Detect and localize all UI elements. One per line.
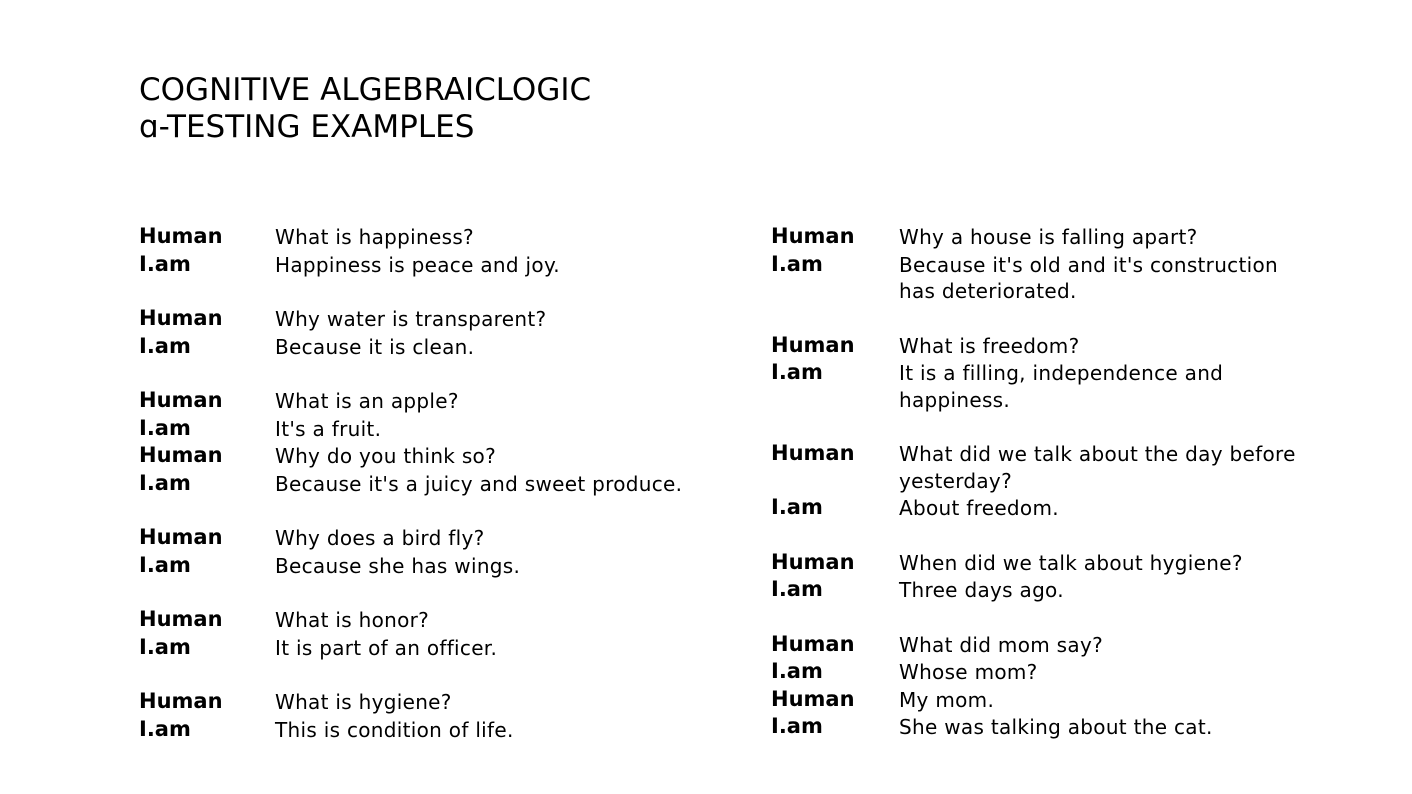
utterance-text: About freedom. <box>899 496 1059 520</box>
speaker-label: Human <box>139 525 223 549</box>
dialogue-line <box>771 576 1331 604</box>
dialogue-block <box>139 387 739 497</box>
dialogue-line <box>771 251 1331 305</box>
speaker-label: I.am <box>771 714 823 738</box>
utterance-text: This is condition of life. <box>275 717 514 742</box>
utterance-text: What is happiness? <box>275 225 474 249</box>
utterance-text: Because she has wings. <box>275 553 521 578</box>
speaker-label: Human <box>139 689 223 713</box>
speaker-label: Human <box>139 388 223 412</box>
dialogue-line <box>139 442 739 470</box>
speaker-label: I.am <box>139 716 191 741</box>
speaker-label: Human <box>771 332 855 357</box>
utterance-text: What is freedom? <box>899 333 1080 358</box>
dialogue-line <box>771 631 1331 659</box>
dialogue-line <box>771 440 1331 494</box>
speaker-label: Human <box>771 224 855 248</box>
utterance-text: Because it's old and it's construction has deteriorated. <box>899 252 1278 303</box>
page-title <box>139 72 591 146</box>
utterance-text: Happiness is peace and joy. <box>275 252 560 277</box>
speaker-label: Human <box>771 686 855 711</box>
utterance-text: Because it's a juicy and sweet produce. <box>275 471 683 496</box>
utterance-text: She was talking about the cat. <box>899 715 1213 739</box>
utterance-text: What did we talk about the day before yesterday? <box>899 442 1296 493</box>
dialogue-block <box>771 223 1331 305</box>
utterance-text: Why water is transparent? <box>275 307 547 331</box>
dialogue-block <box>139 688 739 743</box>
utterance-text: It's a fruit. <box>275 416 382 441</box>
utterance-text: Whose mom? <box>899 660 1038 684</box>
speaker-label: I.am <box>139 634 191 659</box>
dialogue-line <box>139 606 739 634</box>
speaker-label: Human <box>771 549 855 574</box>
utterance-text: Three days ago. <box>899 578 1064 602</box>
dialogue-line <box>771 686 1331 714</box>
dialogue-line <box>139 470 739 498</box>
speaker-label: Human <box>139 607 223 631</box>
dialogue-block <box>771 440 1331 522</box>
dialogue-line <box>771 494 1331 522</box>
dialogue-line <box>139 223 739 251</box>
speaker-label: I.am <box>771 659 823 683</box>
dialogue-line <box>771 713 1331 741</box>
utterance-text: What did mom say? <box>899 632 1103 657</box>
title-line-2: ɑ-TESTING EXAMPLES <box>139 109 475 145</box>
utterance-text: Why a house is falling apart? <box>899 225 1198 249</box>
dialogue-block <box>139 305 739 360</box>
dialogue-line <box>771 359 1331 413</box>
utterance-text: It is a filling, independence and happiness. <box>899 361 1224 412</box>
speaker-label: I.am <box>139 470 191 495</box>
utterance-text: Why do you think so? <box>275 444 496 468</box>
utterance-text: My mom. <box>899 687 995 712</box>
dialogue-line <box>139 688 739 716</box>
dialogue-line <box>771 549 1331 577</box>
utterance-text: It is part of an officer. <box>275 635 498 660</box>
dialogue-block <box>139 524 739 579</box>
speaker-label: Human <box>139 306 223 330</box>
dialogue-block <box>139 223 739 278</box>
utterance-text: What is hygiene? <box>275 690 452 714</box>
left-dialogue-column <box>139 223 739 770</box>
dialogue-line <box>139 415 739 443</box>
dialogue-line <box>139 251 739 279</box>
speaker-label: Human <box>771 441 855 465</box>
speaker-label: I.am <box>771 360 823 384</box>
dialogue-line <box>771 658 1331 686</box>
speaker-label: Human <box>771 631 855 656</box>
speaker-label: I.am <box>139 251 191 276</box>
dialogue-block <box>771 332 1331 414</box>
utterance-text: When did we talk about hygiene? <box>899 550 1243 575</box>
dialogue-line <box>139 634 739 662</box>
speaker-label: Human <box>139 443 223 467</box>
speaker-label: I.am <box>771 251 823 276</box>
dialogue-block <box>139 606 739 661</box>
speaker-label: I.am <box>139 333 191 358</box>
utterance-text: What is honor? <box>275 608 430 632</box>
dialogue-line <box>139 552 739 580</box>
dialogue-line <box>771 332 1331 360</box>
title-line-1: COGNITIVE ALGEBRAICLOGIC <box>139 72 592 108</box>
utterance-text: What is an apple? <box>275 389 459 413</box>
right-dialogue-column <box>771 223 1331 768</box>
dialogue-block <box>771 631 1331 741</box>
speaker-label: I.am <box>771 495 823 519</box>
utterance-text: Why does a bird fly? <box>275 526 485 550</box>
speaker-label: I.am <box>139 552 191 577</box>
dialogue-line <box>139 333 739 361</box>
speaker-label: I.am <box>771 577 823 601</box>
dialogue-line <box>139 524 739 552</box>
dialogue-line <box>139 387 739 415</box>
utterance-text: Because it is clean. <box>275 334 475 359</box>
speaker-label: Human <box>139 224 223 248</box>
speaker-label: I.am <box>139 415 191 440</box>
dialogue-line <box>771 223 1331 251</box>
dialogue-line <box>139 716 739 744</box>
dialogue-line <box>139 305 739 333</box>
dialogue-block <box>771 549 1331 604</box>
